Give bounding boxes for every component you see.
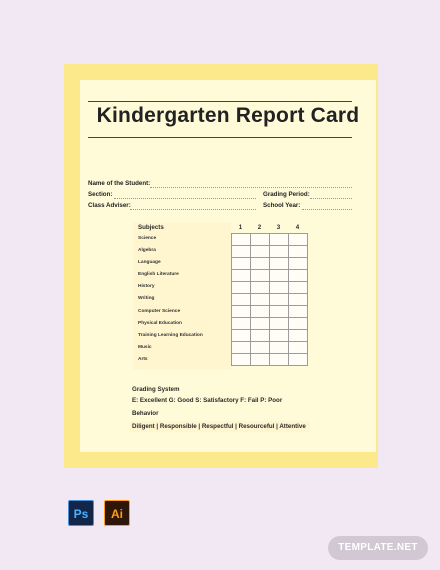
grade-row xyxy=(232,234,308,246)
subject-label: Arts xyxy=(138,357,148,362)
grade-cell[interactable] xyxy=(289,270,308,282)
grade-row xyxy=(232,318,308,330)
grading-period-label: Grading Period: xyxy=(263,191,310,198)
grade-cell[interactable] xyxy=(289,246,308,258)
grade-cell[interactable] xyxy=(251,258,270,270)
behavior-traits: Diligent | Responsible | Respectful | Resourceful | Attentive xyxy=(130,421,310,432)
grade-cell[interactable] xyxy=(251,306,270,318)
grading-column-header: 4 xyxy=(295,224,300,231)
grade-cell[interactable] xyxy=(289,330,308,342)
subject-label: History xyxy=(138,284,155,289)
subject-label: Writing xyxy=(138,296,155,301)
grade-row xyxy=(232,282,308,294)
grade-cell[interactable] xyxy=(289,306,308,318)
grade-cell[interactable] xyxy=(251,282,270,294)
grade-cell[interactable] xyxy=(289,234,308,246)
school-year-label: School Year: xyxy=(263,202,301,209)
grade-cell[interactable] xyxy=(270,282,289,294)
grade-row xyxy=(232,246,308,258)
grading-column-header: 2 xyxy=(257,224,262,231)
grade-row xyxy=(232,342,308,354)
page-footnote-mark: ····· xyxy=(358,458,363,461)
grade-cell[interactable] xyxy=(232,306,251,318)
illustrator-icon[interactable]: Ai xyxy=(104,500,130,526)
subject-label: Physical Education xyxy=(138,321,182,326)
grade-cell[interactable] xyxy=(232,294,251,306)
grade-cell[interactable] xyxy=(232,234,251,246)
grade-cell[interactable] xyxy=(251,270,270,282)
grade-row xyxy=(232,294,308,306)
section-label: Section: xyxy=(88,191,113,198)
grade-grid xyxy=(231,233,308,366)
grade-cell[interactable] xyxy=(289,282,308,294)
grade-row xyxy=(232,306,308,318)
grade-cell[interactable] xyxy=(270,258,289,270)
grade-cell[interactable] xyxy=(251,354,270,366)
grade-row xyxy=(232,330,308,342)
grade-cell[interactable] xyxy=(251,294,270,306)
grading-column-header: 1 xyxy=(238,224,243,231)
grade-cell[interactable] xyxy=(289,294,308,306)
template-net-badge[interactable]: TEMPLATE.NET xyxy=(328,536,428,560)
grade-cell[interactable] xyxy=(232,258,251,270)
grade-cell[interactable] xyxy=(270,234,289,246)
subject-label: Algebra xyxy=(138,248,156,253)
grade-cell[interactable] xyxy=(270,342,289,354)
class-adviser-label: Class Adviser: xyxy=(88,202,131,209)
page-title: Kindergarten Report Card xyxy=(96,104,360,127)
grade-cell[interactable] xyxy=(270,306,289,318)
student-name-line xyxy=(150,187,352,188)
subject-label: Music xyxy=(138,345,152,350)
grade-cell[interactable] xyxy=(251,234,270,246)
grade-cell[interactable] xyxy=(270,270,289,282)
student-name-label: Name of the Student: xyxy=(88,180,151,187)
subjects-header: Subjects xyxy=(138,224,164,231)
photoshop-icon[interactable]: Ps xyxy=(68,500,94,526)
grade-cell[interactable] xyxy=(289,318,308,330)
grading-period-line xyxy=(310,198,352,199)
grading-column-header: 3 xyxy=(276,224,281,231)
class-adviser-line xyxy=(130,209,256,210)
behavior-label: Behavior xyxy=(132,410,159,417)
grade-cell[interactable] xyxy=(251,318,270,330)
subject-label: Language xyxy=(138,260,161,265)
grade-cell[interactable] xyxy=(270,246,289,258)
grade-cell[interactable] xyxy=(232,270,251,282)
grade-cell[interactable] xyxy=(289,258,308,270)
grade-cell[interactable] xyxy=(232,342,251,354)
grade-row xyxy=(232,258,308,270)
title-bottom-rule xyxy=(88,137,352,138)
grade-cell[interactable] xyxy=(232,318,251,330)
title-top-rule xyxy=(88,101,352,102)
grade-cell[interactable] xyxy=(270,294,289,306)
grade-cell[interactable] xyxy=(289,354,308,366)
grade-cell[interactable] xyxy=(232,354,251,366)
grade-cell[interactable] xyxy=(270,354,289,366)
subject-label: English Literature xyxy=(138,272,179,277)
grade-cell[interactable] xyxy=(232,246,251,258)
subject-label: Science xyxy=(138,236,157,241)
grade-cell[interactable] xyxy=(251,246,270,258)
subject-label: Computer Science xyxy=(138,309,181,314)
section-line xyxy=(114,198,256,199)
grading-system-label: Grading System xyxy=(132,386,180,393)
grade-row xyxy=(232,354,308,366)
grade-cell[interactable] xyxy=(232,282,251,294)
grade-cell[interactable] xyxy=(289,342,308,354)
grade-cell[interactable] xyxy=(270,330,289,342)
grade-cell[interactable] xyxy=(251,342,270,354)
grade-cell[interactable] xyxy=(270,318,289,330)
subject-label: Training Learning Education xyxy=(138,333,203,338)
grading-scale-text: E: Excellent G: Good S: Satisfactory F: Fail P: Poor xyxy=(132,397,283,404)
school-year-line xyxy=(302,209,352,210)
grade-row xyxy=(232,270,308,282)
grade-cell[interactable] xyxy=(232,330,251,342)
grade-cell[interactable] xyxy=(251,330,270,342)
